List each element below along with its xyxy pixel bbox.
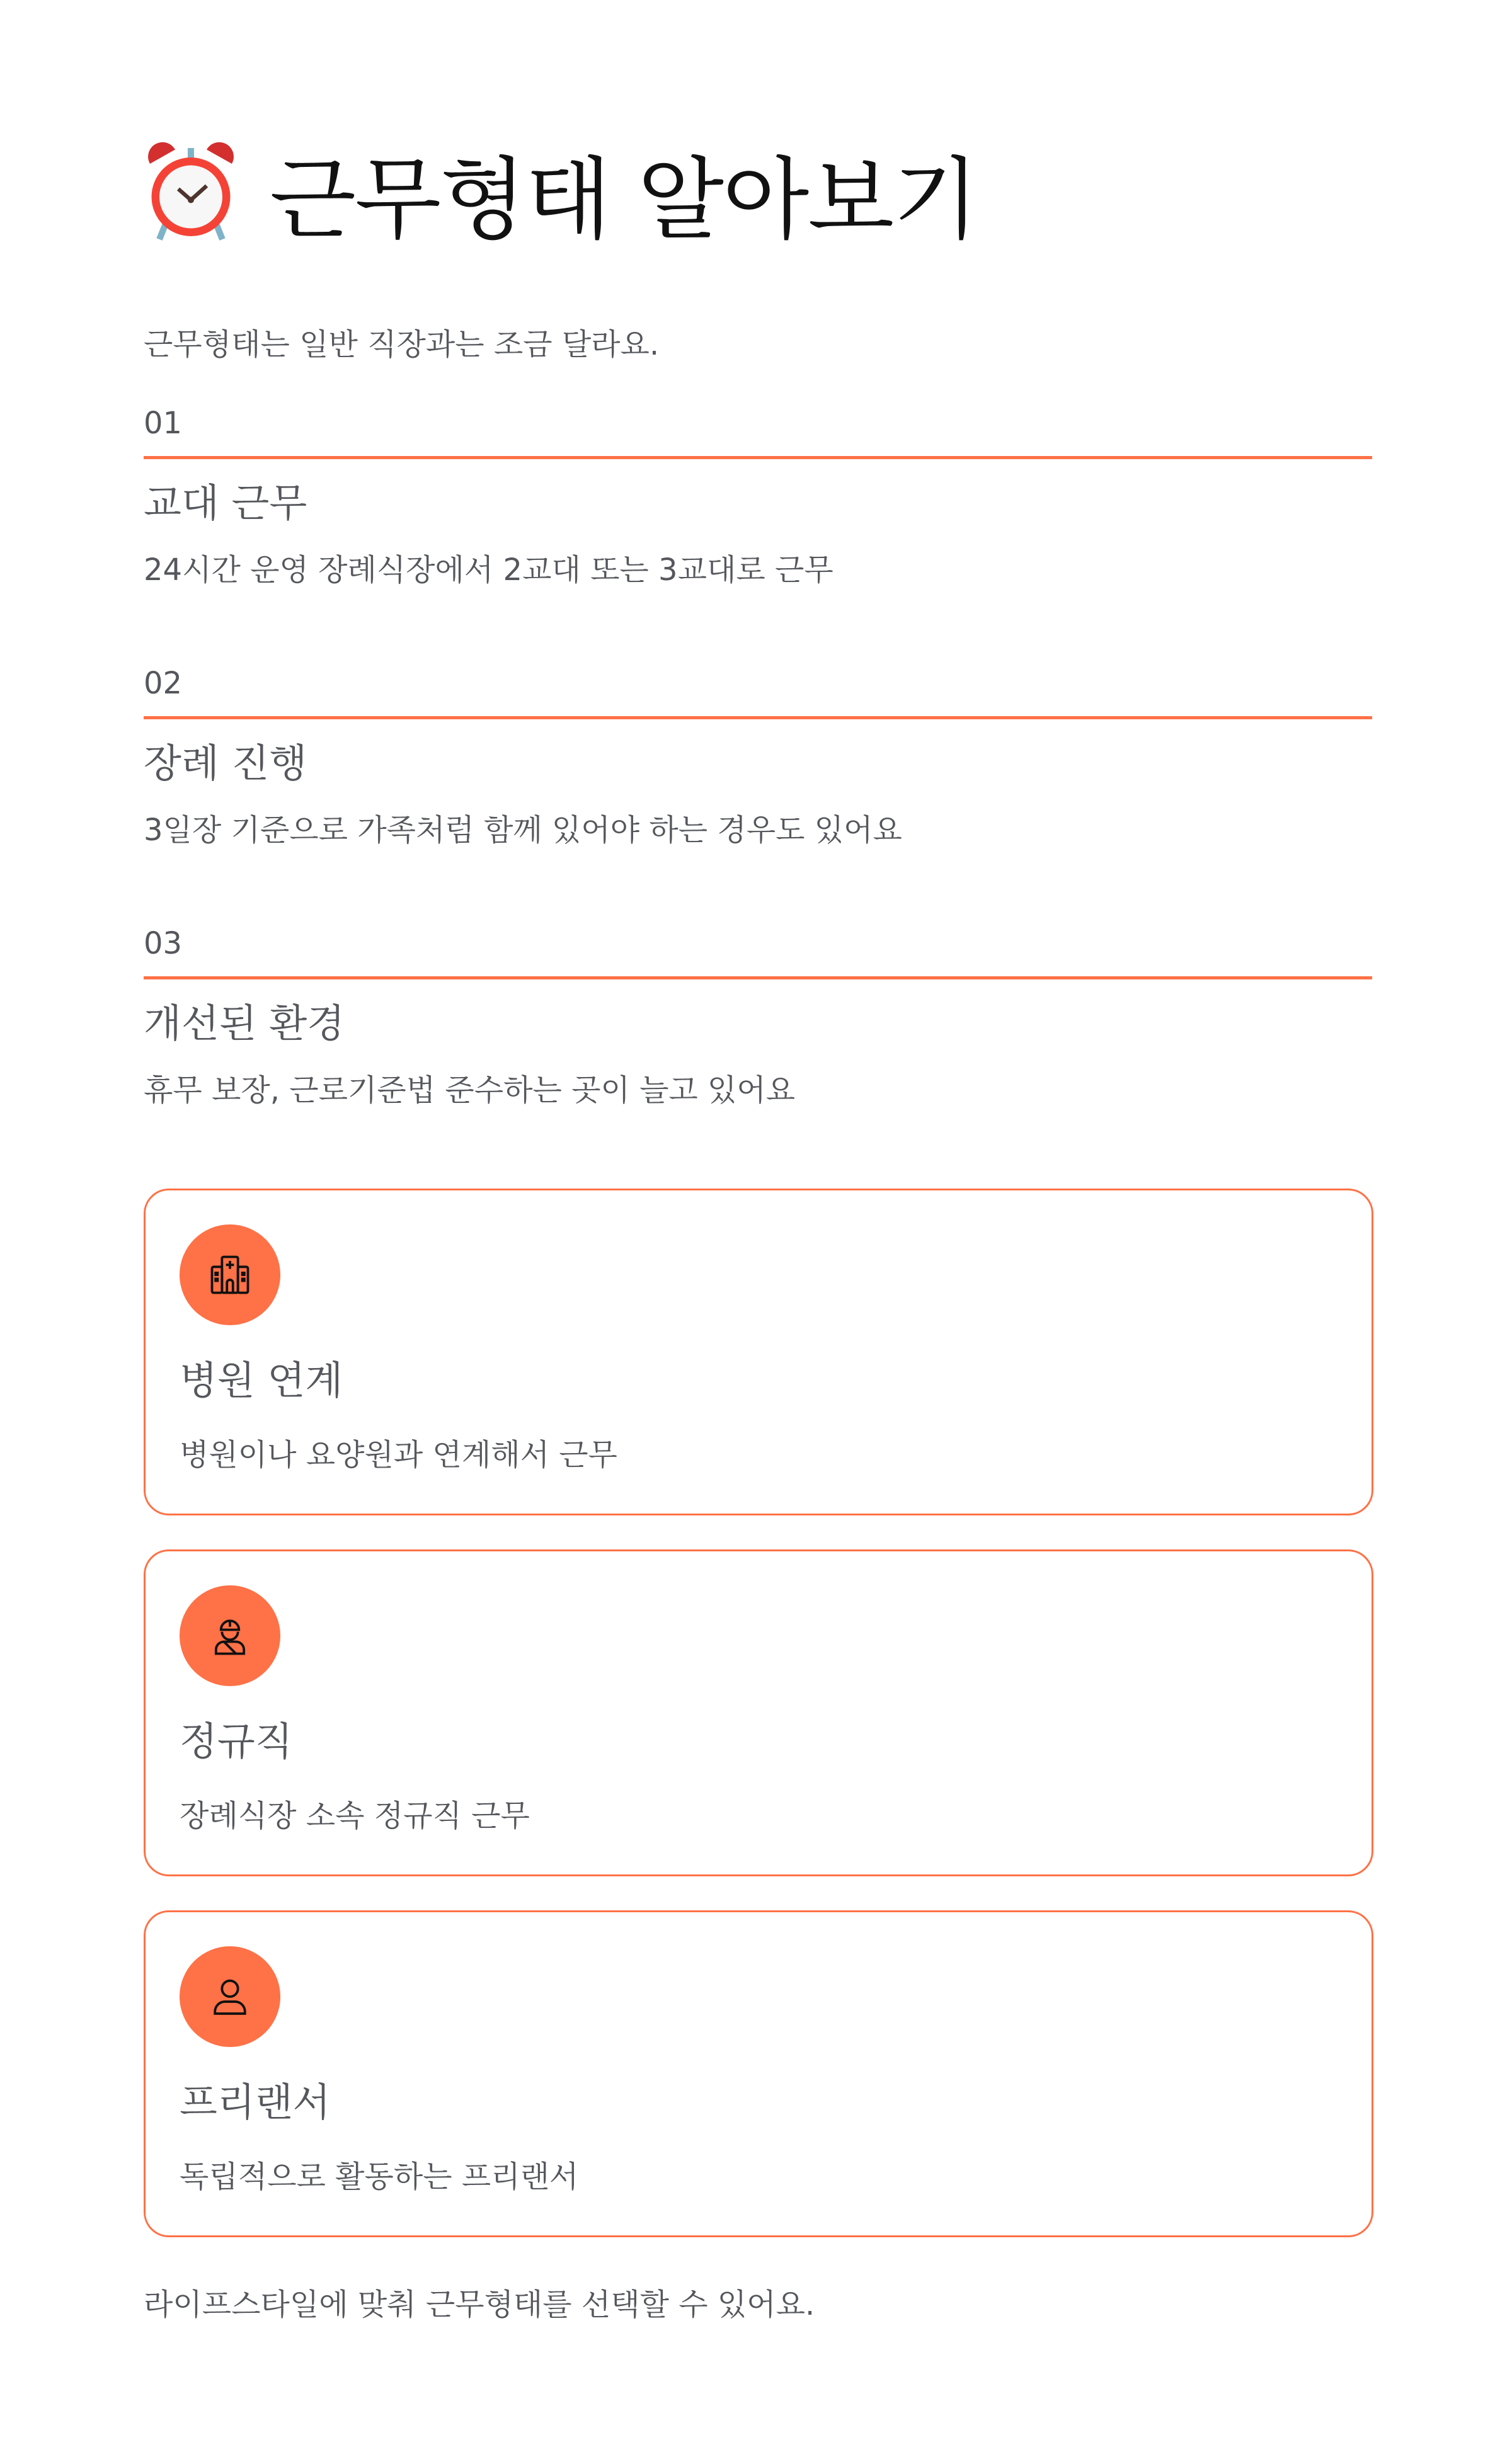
card-freelancer — [144, 1910, 1373, 2237]
card-hospital — [144, 1189, 1373, 1515]
section-desc: 3일장 기준으로 가족처럼 함께 있어야 하는 경우도 있어요 — [144, 813, 902, 848]
section-funeral — [144, 664, 1372, 849]
card-desc: 장례식장 소속 정규직 근무 — [180, 1798, 530, 1834]
card-title: 프리랜서 — [180, 2079, 331, 2125]
section-number: 02 — [144, 666, 183, 701]
section-environment — [144, 925, 1372, 1109]
card-title: 정규직 — [180, 1718, 293, 1764]
footer-text: 라이프스타일에 맞춰 근무형태를 선택할 수 있어요. — [144, 2287, 815, 2322]
hospital-icon — [180, 1224, 280, 1325]
card-title: 병원 연계 — [180, 1357, 343, 1403]
alarm-clock-icon — [144, 142, 238, 242]
worker-icon — [180, 1585, 280, 1686]
section-title: 장례 진행 — [144, 740, 307, 786]
section-title: 교대 근무 — [144, 480, 307, 526]
page-title: 근무형태 알아보기 — [270, 148, 978, 252]
intro-text: 근무형태는 일반 직장과는 조금 달라요. — [144, 327, 660, 362]
card-desc: 독립적으로 활동하는 프리랜서 — [180, 2159, 579, 2194]
section-number: 03 — [144, 926, 183, 961]
card-fulltime — [144, 1549, 1373, 1876]
section-divider — [144, 976, 1372, 979]
section-divider — [144, 716, 1372, 719]
section-shift-work — [144, 404, 1372, 589]
section-divider — [144, 456, 1372, 459]
section-number: 01 — [144, 406, 183, 441]
section-title: 개선된 환경 — [144, 1000, 345, 1046]
page-header — [144, 142, 978, 252]
section-desc: 휴무 보장, 근로기준법 준수하는 곳이 늘고 있어요 — [144, 1073, 796, 1108]
card-desc: 병원이나 요양원과 연계해서 근무 — [180, 1437, 617, 1473]
person-icon — [180, 1946, 280, 2047]
section-desc: 24시간 운영 장례식장에서 2교대 또는 3교대로 근무 — [144, 552, 833, 588]
